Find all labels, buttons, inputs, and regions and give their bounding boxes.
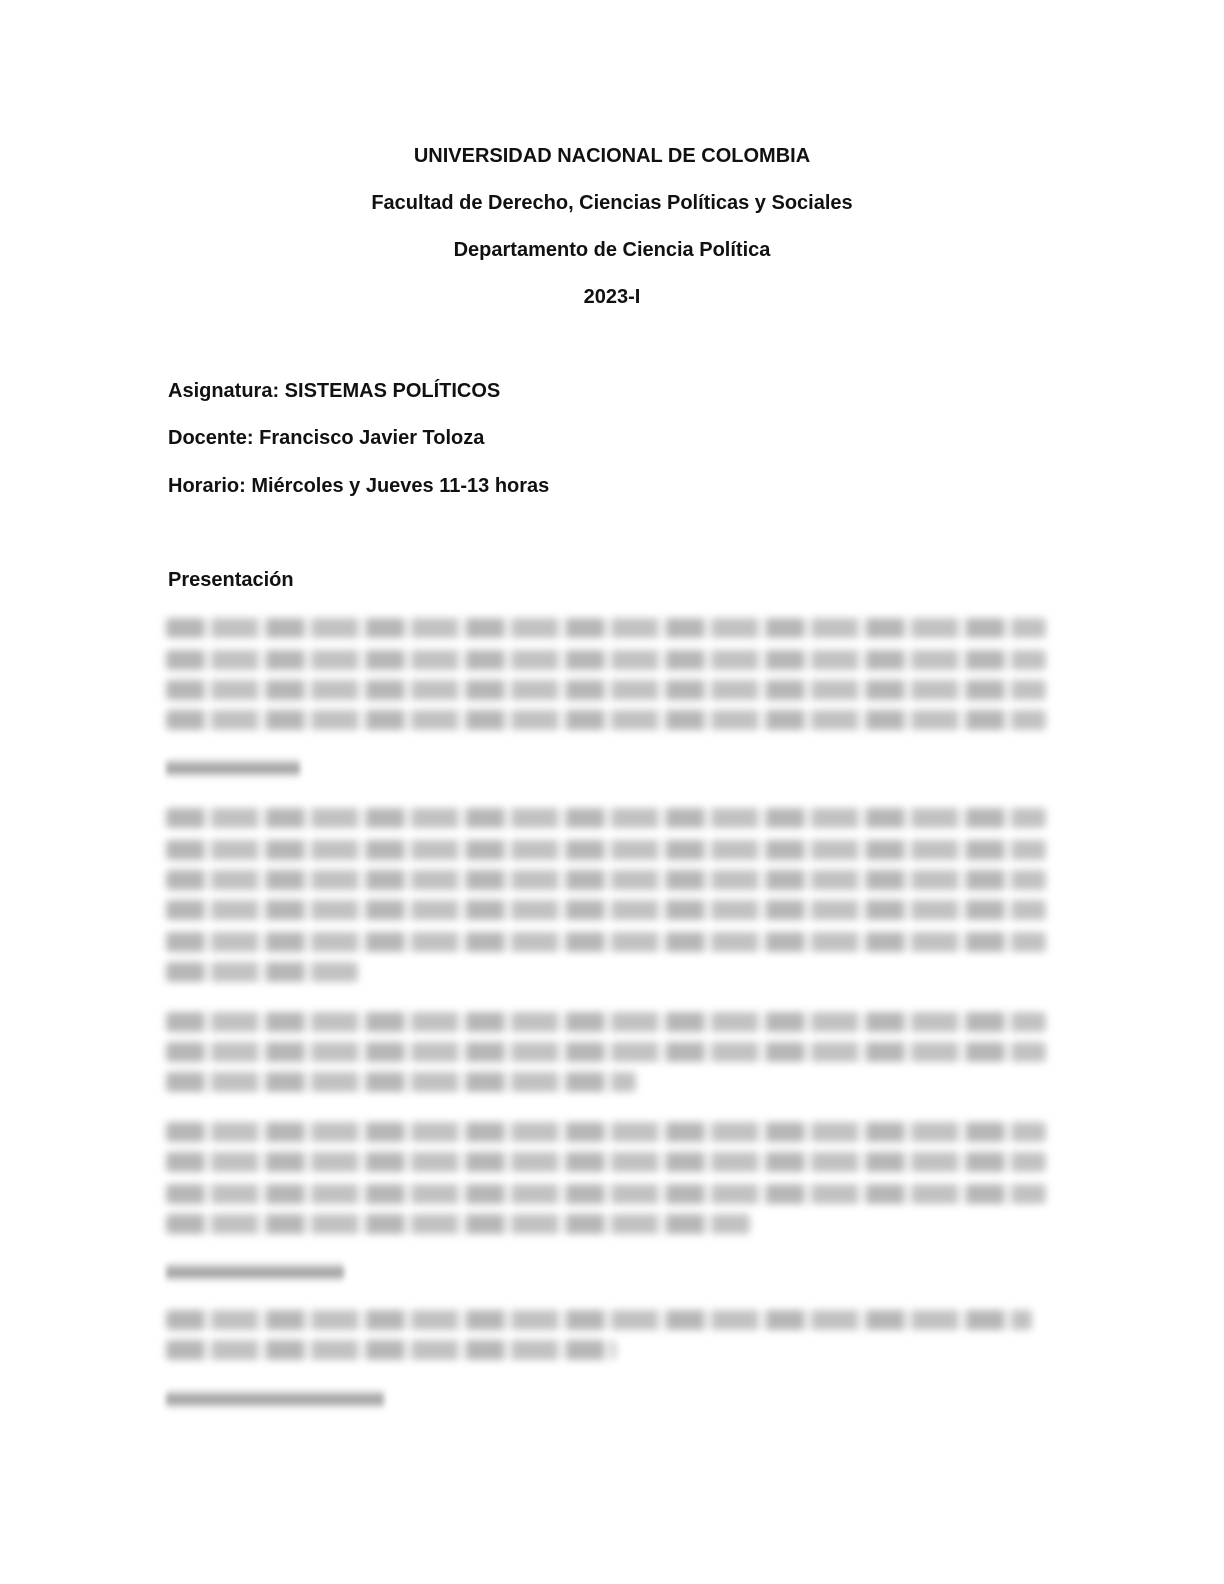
blurred-text-line <box>166 680 1046 700</box>
subject-line: Asignatura: SISTEMAS POLÍTICOS <box>168 380 501 402</box>
blurred-text-line <box>166 1340 616 1360</box>
blurred-text-line <box>166 710 1046 730</box>
schedule-line: Horario: Miércoles y Jueves 11-13 horas <box>168 475 550 497</box>
blurred-text-line <box>166 1072 636 1092</box>
teacher-line: Docente: Francisco Javier Toloza <box>168 427 485 449</box>
blurred-text-line <box>166 1214 750 1234</box>
blurred-text-line <box>166 650 1046 670</box>
blurred-text-line <box>166 1042 1046 1062</box>
blurred-text-line <box>166 932 1046 952</box>
blurred-text-line <box>166 962 358 982</box>
specific-objectives-heading-blurred <box>166 1388 384 1410</box>
faculty-title: Facultad de Derecho, Ciencias Políticas y Sociales <box>371 192 853 214</box>
department-title: Departamento de Ciencia Política <box>453 239 771 261</box>
university-title: UNIVERSIDAD NACIONAL DE COLOMBIA <box>413 145 811 167</box>
methodology-heading-blurred <box>166 757 300 779</box>
blurred-text-line <box>166 900 1046 920</box>
blurred-text-line <box>166 1310 1032 1330</box>
blurred-text-line <box>166 1152 1046 1172</box>
blurred-text-line <box>166 1122 1046 1142</box>
blurred-text-line <box>166 808 1046 828</box>
blurred-text-line <box>166 840 1046 860</box>
blurred-text-line <box>166 1012 1046 1032</box>
blurred-text-line <box>166 618 1046 638</box>
blurred-text-line <box>166 870 1046 890</box>
presentation-heading: Presentación <box>168 569 294 591</box>
general-objective-heading-blurred <box>166 1261 344 1283</box>
term-title: 2023-I <box>583 286 641 308</box>
blurred-text-line <box>166 1184 1046 1204</box>
